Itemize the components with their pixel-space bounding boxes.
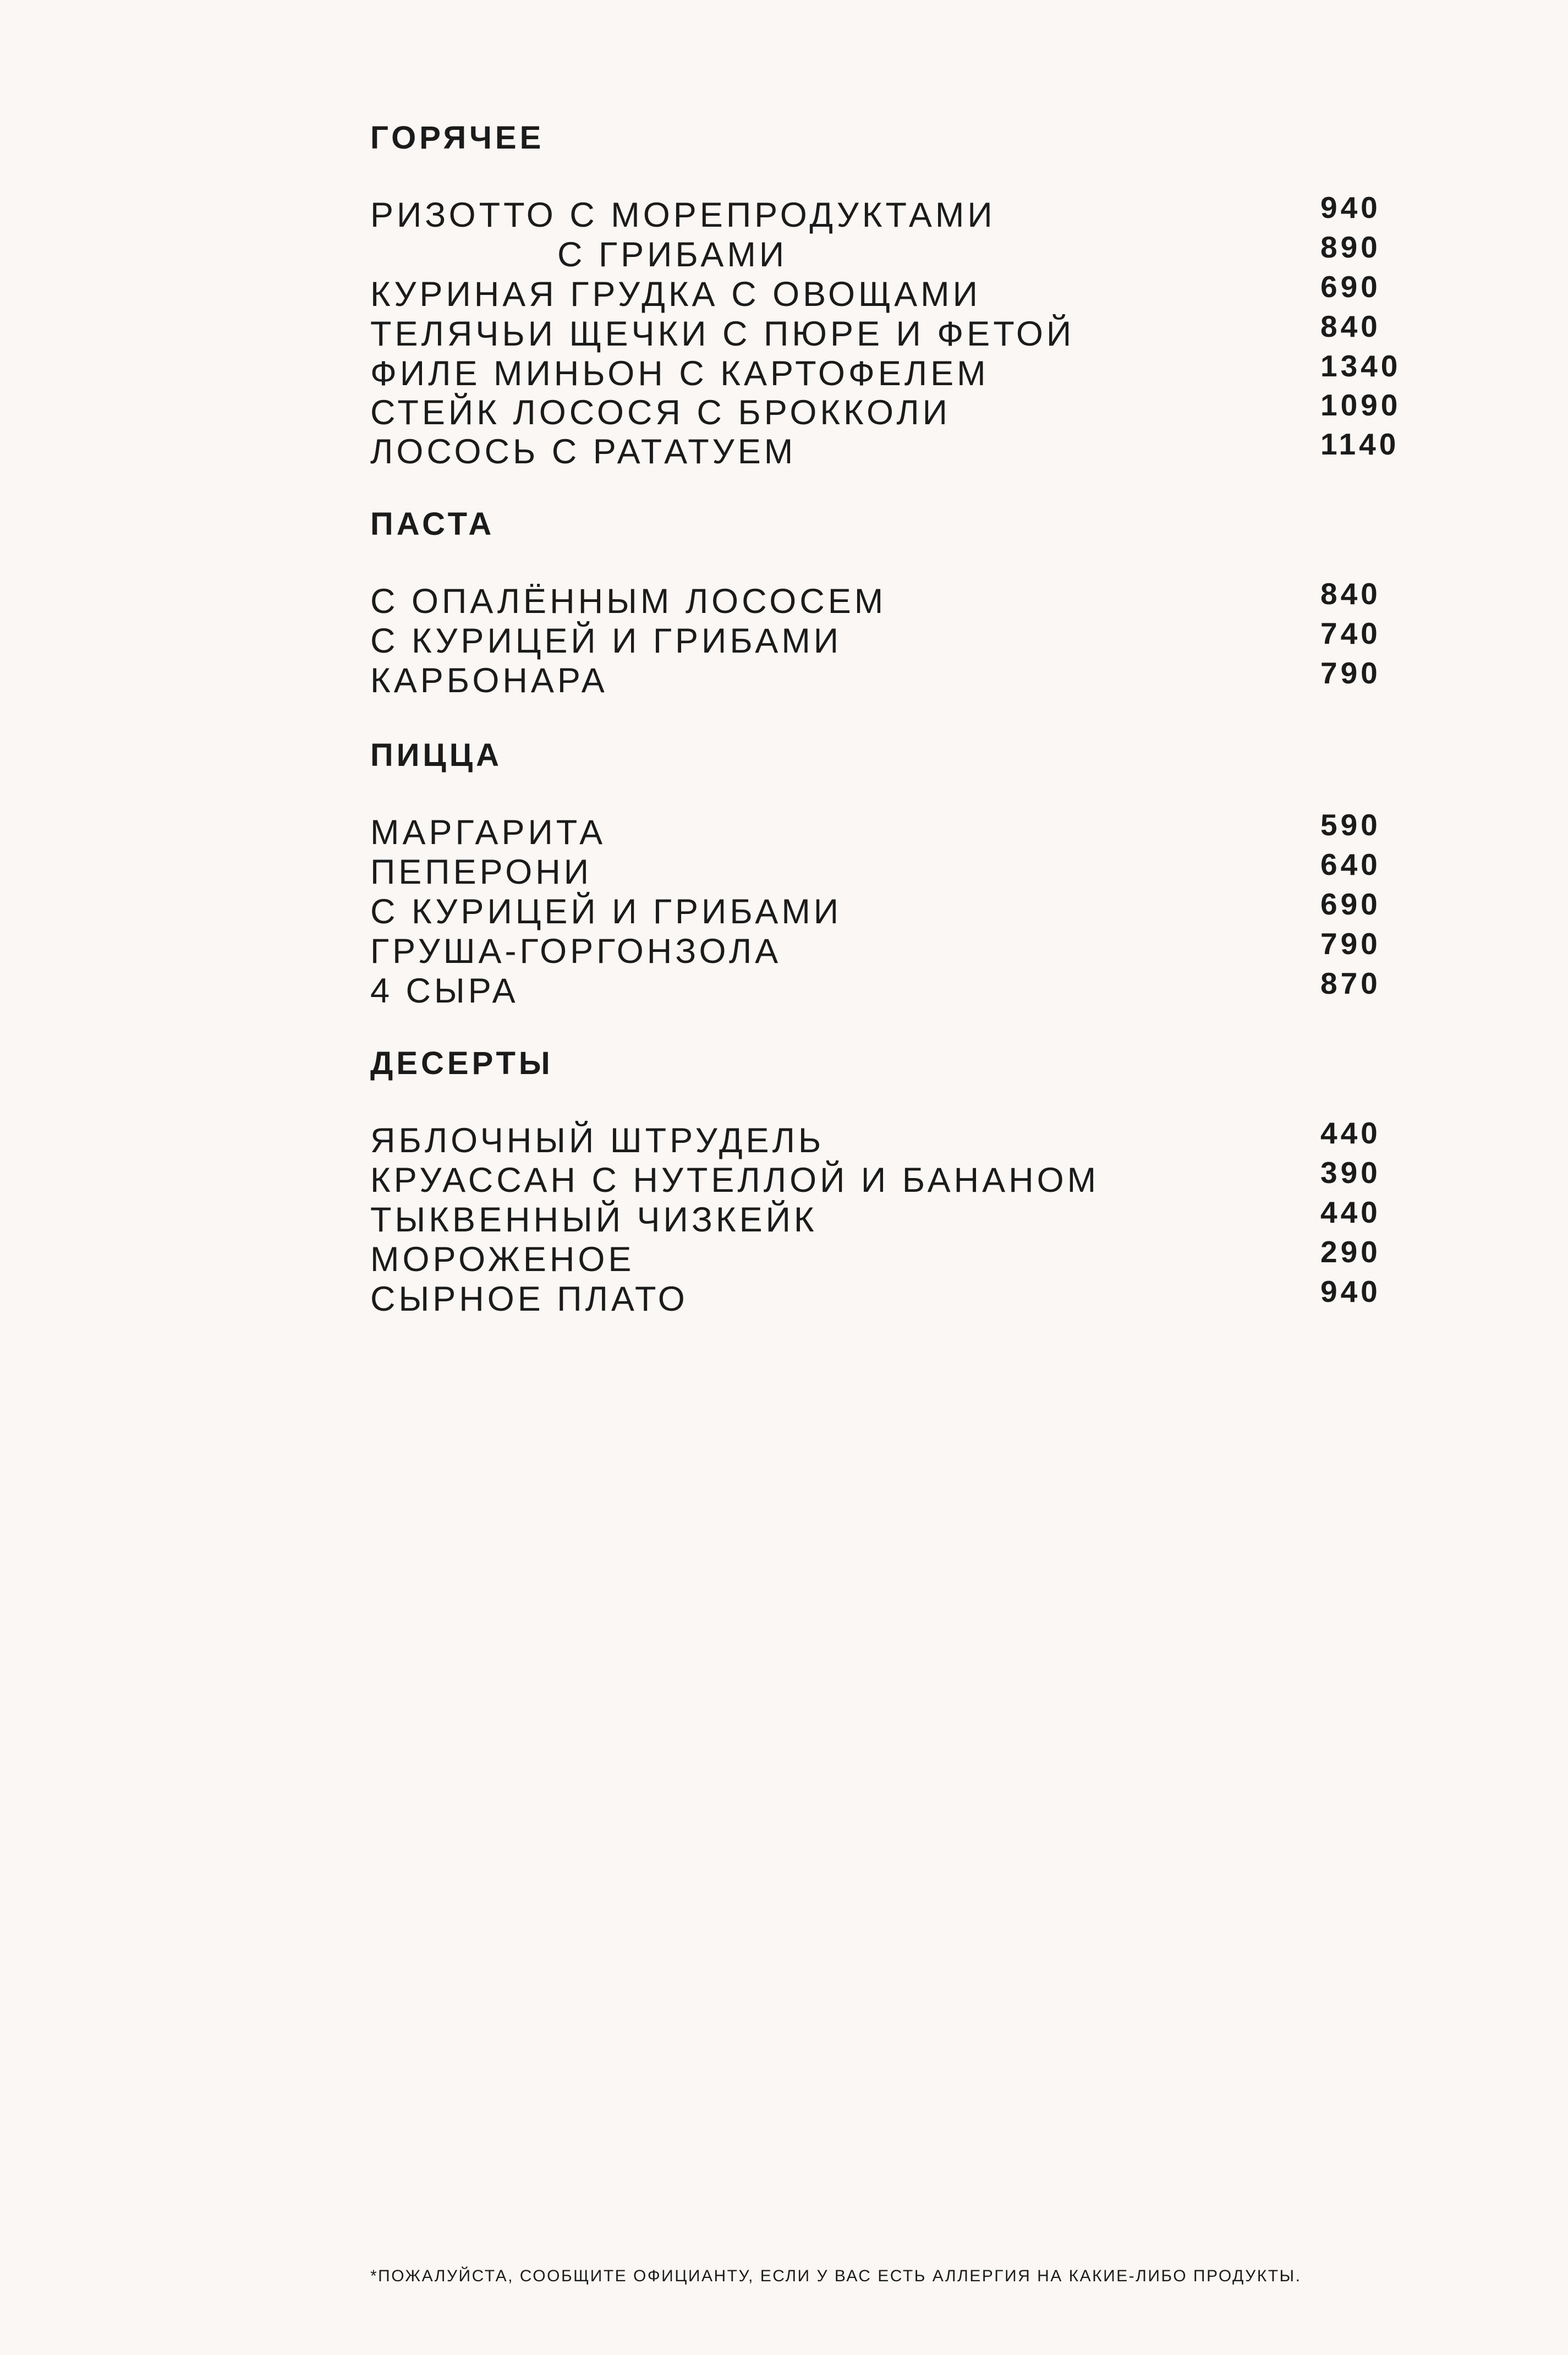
item-name: С КУРИЦЕЙ И ГРИБАМИ — [370, 892, 842, 931]
item-name: РИЗОТТО С МОРЕПРОДУКТАМИ — [370, 196, 996, 234]
item-price: 1140 — [1320, 427, 1400, 461]
item-name: ГРУША-ГОРГОНЗОЛА — [370, 932, 782, 971]
menu-item — [370, 388, 1416, 435]
item-price: 890 — [1320, 230, 1381, 264]
item-name: С КУРИЦЕЙ И ГРИБАМИ — [370, 622, 842, 660]
item-price: 840 — [1320, 309, 1381, 343]
item-price: 690 — [1320, 270, 1381, 304]
menu-item — [370, 1155, 1416, 1203]
section-title: ГОРЯЧЕЕ — [370, 120, 545, 156]
menu-item — [370, 1274, 1416, 1322]
item-name: СЫРНОЕ ПЛАТО — [370, 1280, 688, 1318]
item-name: ТЕЛЯЧЬИ ЩЕЧКИ С ПЮРЕ И ФЕТОЙ — [370, 315, 1075, 353]
item-name: С ГРИБАМИ — [557, 236, 788, 274]
section-title: ПАСТА — [370, 506, 495, 542]
item-price: 590 — [1320, 808, 1381, 842]
item-name: КУРИНАЯ ГРУДКА С ОВОЩАМИ — [370, 275, 981, 314]
menu-item — [370, 1235, 1416, 1282]
item-price: 640 — [1320, 847, 1381, 881]
item-name: С ОПАЛЁННЫМ ЛОСОСЕМ — [370, 582, 887, 621]
item-name: МОРОЖЕНОЕ — [370, 1240, 635, 1279]
item-price: 940 — [1320, 190, 1381, 224]
item-price: 690 — [1320, 887, 1381, 921]
menu-item — [370, 966, 1416, 1014]
item-price: 790 — [1320, 927, 1381, 961]
item-price: 790 — [1320, 656, 1381, 690]
section-title: ДЕСЕРТЫ — [370, 1045, 553, 1081]
item-price: 940 — [1320, 1274, 1381, 1308]
menu-item — [370, 1195, 1416, 1242]
item-price: 440 — [1320, 1116, 1381, 1150]
item-price: 290 — [1320, 1235, 1381, 1269]
section-title: ПИЦЦА — [370, 737, 502, 773]
item-price: 840 — [1320, 577, 1381, 611]
item-price: 390 — [1320, 1155, 1381, 1190]
item-name: ЯБЛОЧНЫЙ ШТРУДЕЛЬ — [370, 1121, 825, 1160]
menu-item — [370, 309, 1416, 357]
menu-item — [370, 349, 1416, 396]
menu-item — [370, 887, 1416, 934]
item-price: 870 — [1320, 966, 1381, 1000]
item-name: МАРГАРИТА — [370, 813, 606, 852]
item-price: 1340 — [1320, 349, 1401, 383]
item-name: КРУАССАН С НУТЕЛЛОЙ И БАНАНОМ — [370, 1161, 1100, 1200]
item-price: 440 — [1320, 1195, 1381, 1229]
item-name: ФИЛЕ МИНЬОН С КАРТОФЕЛЕМ — [370, 354, 989, 393]
menu-item — [370, 847, 1416, 895]
item-name: ЛОСОСЬ С РАТАТУЕМ — [370, 432, 797, 471]
menu-item — [370, 577, 1416, 624]
item-name: СТЕЙК ЛОСОСЯ С БРОККОЛИ — [370, 393, 951, 432]
item-name: ТЫКВЕННЫЙ ЧИЗКЕЙК — [370, 1201, 818, 1239]
menu-item — [370, 616, 1416, 664]
menu-item — [370, 927, 1416, 974]
menu-item — [370, 190, 1416, 238]
menu-item — [370, 230, 1416, 277]
menu-item — [370, 270, 1416, 317]
menu-item — [370, 427, 1416, 474]
menu-item — [370, 808, 1416, 855]
item-name: ПЕПЕРОНИ — [370, 853, 593, 891]
menu-item — [370, 1116, 1416, 1163]
item-name: КАРБОНАРА — [370, 661, 608, 700]
menu-item — [370, 656, 1416, 703]
item-price: 740 — [1320, 616, 1381, 650]
item-name: 4 СЫРА — [370, 972, 519, 1010]
allergy-footnote: *ПОЖАЛУЙСТА, СООБЩИТЕ ОФИЦИАНТУ, ЕСЛИ У ВАС ЕСТЬ АЛЛЕРГИЯ НА КАКИЕ-ЛИБО ПРОДУКТЫ. — [370, 2267, 1302, 2285]
item-price: 1090 — [1320, 388, 1401, 422]
